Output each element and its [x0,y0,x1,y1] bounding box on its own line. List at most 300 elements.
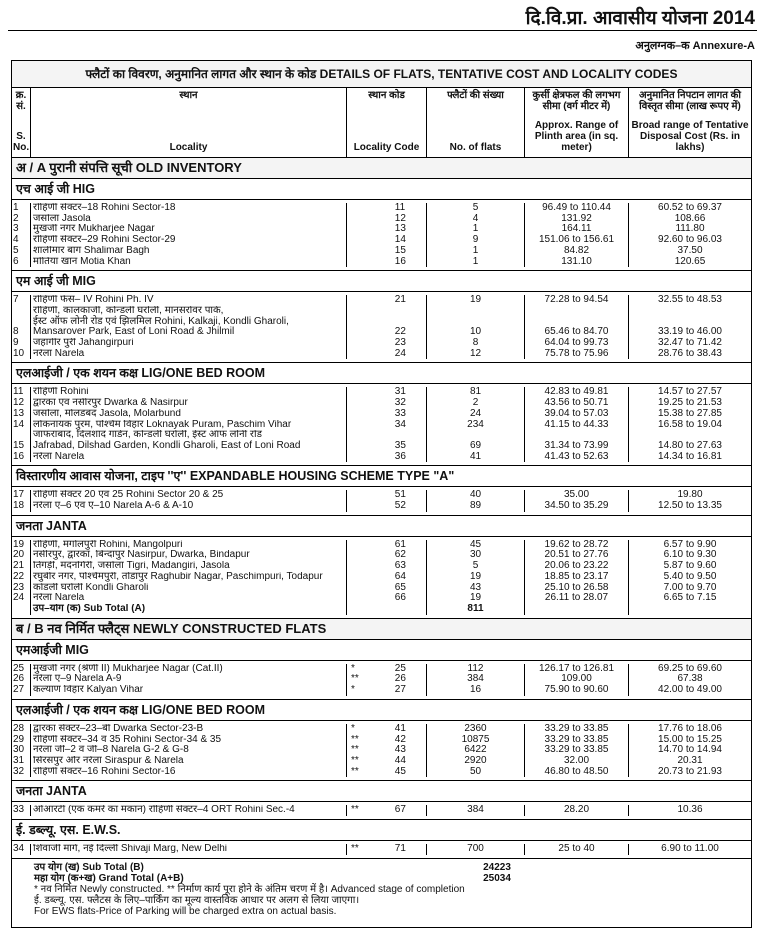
locality-code: 21 [394,295,406,306]
serial-number-cell [12,295,31,306]
flats-count-cell: 89 [427,501,525,512]
table-row [12,593,751,604]
disposal-cost-cell: 19.80 [677,490,703,501]
table-row [12,398,751,409]
column-headers [12,88,751,158]
plinth-area-cell: 32.00 [525,756,629,767]
serial-number-cell [12,767,31,778]
serial-number: 4 [13,235,19,246]
locality-cell [31,387,347,398]
locality-line: उप–योग (क) Sub Total (A) [33,603,146,614]
locality-code-cell [347,224,427,235]
locality-code-cell [347,767,427,778]
category-heading: एलआईजी / एक शयन कक्ष LIG/ONE BED ROOM [12,363,751,384]
serial-number: 23 [13,582,25,593]
plinth-area-cell: 31.34 to 73.99 [525,430,629,451]
serial-number: 32 [13,766,25,777]
table-row [12,306,751,338]
locality-cell [31,501,347,512]
serial-number-cell [12,203,31,214]
serial-number-cell [12,664,31,675]
locality-line: नरेला Narela [33,593,85,604]
locality-cell [31,452,347,463]
subtotal-row [12,604,751,615]
locality-cell [31,572,347,583]
table-row [12,430,751,451]
locality-cell [31,257,347,268]
locality-code-cell [347,387,427,398]
serial-number-cell [12,452,31,463]
disposal-cost-cell: 28.76 to 38.43 [658,348,722,359]
flats-count-cell: 384 [427,805,525,816]
locality-code: 52 [394,501,406,512]
table-row [12,685,751,696]
disposal-cost-cell [629,604,751,615]
locality-code-cell [347,295,427,306]
locality-code: 45 [394,766,406,777]
column-header-english: Approx. Range of Plinth area (in sq. meter) [534,120,619,153]
disposal-cost-cell: 14.80 to 27.63 [658,439,722,451]
locality-cell [31,844,347,855]
locality-cell [31,767,347,778]
flats-count-cell: 384 [427,674,525,685]
disposal-cost-cell: 32.47 to 71.42 [658,338,722,349]
flats-count-cell: 19 [427,572,525,583]
category-rows [12,487,751,515]
category-heading: एम आई जी MIG [12,271,751,292]
section-heading: अ / A पुरानी संपत्ति सूची OLD INVENTORY [12,158,751,179]
category-heading: एमआईजी MIG [12,640,751,661]
flats-count-cell: 811 [427,604,525,615]
plinth-area-cell: 25.10 to 26.58 [525,583,629,594]
disposal-cost-cell: 15.00 to 15.25 [658,734,722,745]
table-row [12,420,751,431]
column-header [31,88,347,158]
locality-cell [31,203,347,214]
table-row [12,767,751,778]
locality-cell [31,214,347,225]
plinth-area-cell: 39.04 to 57.03 [525,409,629,420]
locality-code-cell [347,735,427,746]
grand-total-row [12,862,751,873]
flats-count-cell: 40 [427,490,525,501]
construction-status-mark: * [351,723,355,734]
plinth-area-cell: 41.15 to 44.33 [525,420,629,431]
flats-count-cell: 2920 [427,756,525,767]
locality-line: ईस्ट ऑफ लोनी रोड एवं झिलमिल Rohini, Kalkaji, Kondli Gharoli, [33,315,289,327]
serial-number-cell [12,501,31,512]
locality-line: नरेला Narela [33,451,85,462]
locality-code: 25 [394,663,406,674]
plinth-area-cell: 34.50 to 35.29 [525,501,629,512]
plinth-area-cell: 19.62 to 28.72 [525,540,629,551]
locality-code-cell [347,685,427,696]
serial-number: 7 [13,295,19,306]
flats-count-cell: 1 [427,224,525,235]
table-row [12,756,751,767]
serial-number: 30 [13,745,25,756]
locality-cell [31,398,347,409]
locality-code-cell [347,409,427,420]
locality-line: नरेला जी–2 व जी–8 Narela G-2 & G-8 [33,745,189,756]
locality-cell [31,550,347,561]
total-value: 24223 [483,861,511,873]
category-rows [12,661,751,700]
locality-line: जाफराबाद, दिलशाद गार्डन, कोन्डली घरोली, ईस्ट ऑफ लोनी रोड [33,430,262,441]
table-row [12,338,751,349]
construction-status-mark: ** [351,844,359,855]
plinth-area-cell: 164.11 [525,224,629,235]
serial-number: 1 [13,203,19,213]
locality-cell [31,306,347,338]
locality-cell [31,674,347,685]
locality-cell [31,235,347,246]
flats-count-cell: 2 [427,398,525,409]
locality-cell [31,724,347,735]
serial-number: 15 [13,439,25,451]
locality-code: 41 [394,723,406,734]
table-body [12,158,751,859]
disposal-cost-cell: 120.65 [674,256,706,267]
table-row [12,224,751,235]
table-row [12,674,751,685]
serial-number-cell [12,805,31,816]
serial-number: 19 [13,539,25,550]
locality-line: Jafrabad, Dilshad Garden, Kondli Gharoli, East of Loni Road [33,439,301,451]
column-header-english: Locality [169,142,208,153]
table-row [12,452,751,463]
serial-number: 12 [13,398,25,409]
total-label: उप योग (ख) Sub Total (B) [34,861,144,873]
flats-count-cell: 45 [427,540,525,551]
locality-code-cell [347,452,427,463]
plinth-area-cell: 109.00 [525,674,629,685]
flats-count-cell: 5 [427,561,525,572]
plinth-area-cell: 72.28 to 94.54 [525,295,629,306]
locality-code-cell [347,540,427,551]
locality-code-cell [347,745,427,756]
category-heading: एलआईजी / एक शयन कक्ष LIG/ONE BED ROOM [12,700,751,721]
locality-code-cell [347,398,427,409]
serial-number: 3 [13,224,19,235]
locality-line: लोकनायक पुरम, पश्चिम विहार Loknayak Puram, Paschim Vihar [33,419,292,430]
table-row [12,409,751,420]
total-value: 25034 [483,872,511,884]
disposal-cost-cell: 14.34 to 16.81 [658,451,722,462]
serial-number-cell [12,257,31,268]
disposal-cost-cell: 6.10 to 9.30 [663,550,717,561]
flats-count-cell: 41 [427,452,525,463]
disposal-cost-cell: 6.90 to 11.00 [661,844,719,855]
flats-count-cell: 112 [427,664,525,675]
flats-count-cell: 10875 [427,735,525,746]
locality-line: शालीमार बाग Shalimar Bagh [33,245,150,256]
disposal-cost-cell: 12.50 to 13.35 [658,501,722,512]
disposal-cost-cell: 42.00 to 49.00 [658,685,722,696]
table-row [12,214,751,225]
construction-status-mark: ** [351,766,359,777]
locality-line: द्वारका एवं नसीरपुर Dwarka & Nasirpur [33,398,188,409]
serial-number: 5 [13,245,19,256]
column-header [525,88,629,158]
total-label: महा योग (क+ख) Grand Total (A+B) [34,872,184,884]
table-row [12,540,751,551]
disposal-cost-cell: 37.50 [677,245,703,256]
column-header-hindi: अनुमानित निपटान लागत की विस्तृत सीमा (लाख रूपए में) [639,90,741,112]
locality-code-cell [347,674,427,685]
footnote: ई. डब्ल्यू. एस. फ्लैटस के लिए–पार्किंग का मूल्य वास्तविक आधार पर अलग से लिया जाएगा। [34,894,360,906]
flats-count-cell: 81 [427,387,525,398]
table-row [12,745,751,756]
locality-code: 34 [394,419,406,430]
locality-code-cell [347,306,427,338]
flats-count-cell: 9 [427,235,525,246]
column-header [427,88,525,158]
category-heading: ई. डब्ल्यू. एस. E.W.S. [12,820,751,841]
column-header-hindi: कुर्सी क्षेत्रफल की लगभग सीमा (वर्ग मीटर में) [532,90,621,112]
category-rows [12,841,751,859]
serial-number-cell [12,756,31,767]
category-heading: जनता JANTA [12,516,751,537]
locality-cell [31,295,347,306]
locality-code-cell [347,257,427,268]
construction-status-mark: * [351,663,355,674]
column-header-english: Locality Code [353,142,420,153]
flats-table [11,60,752,928]
table-row [12,501,751,512]
serial-number: 9 [13,338,19,349]
serial-number: 17 [13,490,25,501]
plinth-area-cell: 20.51 to 27.76 [525,550,629,561]
serial-number-cell [12,844,31,855]
locality-cell [31,735,347,746]
serial-number: 16 [13,451,25,462]
locality-code: 33 [394,408,406,419]
serial-number-cell [12,674,31,685]
disposal-cost-cell: 14.57 to 27.57 [658,387,722,398]
disposal-cost-cell: 5.87 to 9.60 [663,561,717,572]
flats-count-cell: 234 [427,420,525,431]
category-rows [12,721,751,782]
locality-code-cell [347,203,427,214]
locality-code: 42 [394,734,406,745]
serial-number: 8 [13,326,19,338]
locality-line: रोहिणी, मंगोलपुरी Rohini, Mangolpuri [33,539,183,550]
category-rows [12,292,751,363]
locality-cell [31,224,347,235]
locality-line: रोहिणी सेक्टर–18 Rohini Sector-18 [33,203,176,213]
disposal-cost-cell: 33.19 to 46.00 [658,326,722,338]
serial-number-cell [12,490,31,501]
locality-line: नरेला ए–9 Narela A-9 [33,674,122,685]
table-row [12,246,751,257]
flats-count-cell: 30 [427,550,525,561]
disposal-cost-cell: 17.76 to 18.06 [658,723,722,734]
locality-code: 65 [394,582,406,593]
construction-status-mark: ** [351,734,359,745]
serial-number-cell [12,235,31,246]
locality-line: नरेला Narela [33,348,85,359]
flats-count-cell: 50 [427,767,525,778]
serial-number-cell [12,349,31,360]
footnote: * नव निर्मित Newly constructed. ** निर्माण कार्य पूरा होने के अंतिम चरण में है। Advanced stage of completion [34,883,465,895]
locality-line: नरेला ए–6 एवं ए–10 Narela A-6 & A-10 [33,501,194,512]
locality-line: रघुबीर नगर, पश्चिमपुरी, तोडापुर Raghubir Nagar, Paschimpuri, Todapur [33,571,323,582]
locality-code: 61 [394,539,406,550]
locality-code-cell [347,550,427,561]
flats-count-cell: 69 [427,430,525,451]
locality-cell [31,540,347,551]
locality-code-cell [347,664,427,675]
serial-number-cell [12,735,31,746]
table-row [12,664,751,675]
locality-code-cell [347,561,427,572]
serial-number-cell [12,224,31,235]
plinth-area-cell: 25 to 40 [525,844,629,855]
serial-number-cell [12,572,31,583]
disposal-cost-cell: 20.73 to 21.93 [658,766,722,777]
header-divider [8,30,757,31]
table-row [12,805,751,816]
serial-number-cell [12,214,31,225]
locality-code: 26 [394,674,406,685]
disposal-cost-cell: 60.52 to 69.37 [658,203,722,213]
locality-code-cell [347,430,427,451]
disposal-cost-cell: 14.70 to 14.94 [658,745,722,756]
serial-number-cell [12,724,31,735]
locality-line: रोहिणी सेक्टर–29 Rohini Sector-29 [33,235,176,246]
disposal-cost-cell: 108.66 [674,213,706,224]
serial-number: 18 [13,501,25,512]
locality-line: तिगड़ी, मदनगिरी, जसोला Tigri, Madangiri, Jasola [33,561,230,572]
serial-number-cell [12,409,31,420]
plinth-area-cell [525,604,629,615]
serial-number-cell [12,387,31,398]
serial-number-cell [12,550,31,561]
locality-cell [31,349,347,360]
locality-cell [31,583,347,594]
plinth-area-cell: 65.46 to 84.70 [525,306,629,338]
plinth-area-cell: 28.20 [525,805,629,816]
serial-number: 25 [13,663,25,674]
serial-number: 6 [13,256,19,267]
column-header-hindi: स्थान कोड [368,90,405,101]
flats-count-cell: 2360 [427,724,525,735]
locality-line: जसोला Jasola [33,213,91,224]
column-header [347,88,427,158]
category-heading: जनता JANTA [12,781,751,802]
serial-number-cell [12,593,31,604]
table-row [12,295,751,306]
serial-number: 20 [13,550,25,561]
flats-count-cell: 1 [427,257,525,268]
serial-number-cell [12,561,31,572]
plinth-area-cell: 33.29 to 33.85 [525,735,629,746]
locality-code: 22 [394,326,406,338]
locality-code-cell [347,593,427,604]
locality-code-cell [347,583,427,594]
disposal-cost-cell: 69.25 to 69.60 [658,663,722,674]
category-heading: एच आई जी HIG [12,179,751,200]
category-rows [12,384,751,466]
serial-number: 14 [13,419,25,430]
locality-code: 44 [394,755,406,766]
table-row [12,735,751,746]
locality-code-cell [347,349,427,360]
locality-cell [31,664,347,675]
locality-cell [31,745,347,756]
plinth-area-cell: 126.17 to 126.81 [525,664,629,675]
locality-line: रोहिणी, कालकाजी, कोन्डली घरोली, मानसरोवर पार्क, [33,305,224,316]
table-row [12,235,751,246]
serial-number: 28 [13,723,25,734]
locality-cell [31,805,347,816]
locality-cell [31,430,347,451]
disposal-cost-cell: 67.38 [677,674,703,685]
locality-line: शिवाजी मार्ग, नई दिल्ली Shivaji Marg, New Delhi [33,844,228,855]
locality-line: मोतिया खान Motia Khan [33,256,131,267]
serial-number: 27 [13,685,25,696]
plinth-area-cell: 18.85 to 23.17 [525,572,629,583]
serial-number-cell [12,306,31,338]
serial-number-cell [12,398,31,409]
disposal-cost-cell: 20.31 [677,755,703,766]
locality-code: 64 [394,571,406,582]
locality-code: 11 [394,203,406,213]
section-heading: ब / B नव निर्मित फ्लैट्स NEWLY CONSTRUCTED FLATS [12,619,751,640]
locality-line: रोहिणी सेक्टर–16 Rohini Sector-16 [33,766,176,777]
column-header-hindi: फ्लैटों की संख्या [447,90,504,101]
plinth-area-cell: 46.80 to 48.50 [525,767,629,778]
plinth-area-cell: 151.06 to 156.61 [525,235,629,246]
disposal-cost-cell: 10.36 [677,805,703,816]
flats-count-cell: 1 [427,246,525,257]
serial-number: 31 [13,755,25,766]
locality-code: 43 [394,745,406,756]
locality-code-cell [347,604,427,615]
column-header-hindi: स्थान [179,90,198,101]
locality-code-cell [347,756,427,767]
locality-code-cell [347,214,427,225]
locality-code-cell [347,420,427,431]
locality-code: 66 [394,593,406,604]
table-row [12,387,751,398]
plinth-area-cell: 42.83 to 49.81 [525,387,629,398]
plinth-area-cell: 43.56 to 50.71 [525,398,629,409]
disposal-cost-cell: 6.57 to 9.90 [663,539,717,550]
category-rows [12,200,751,271]
locality-code: 27 [394,685,406,696]
table-row [12,572,751,583]
locality-code-cell [347,235,427,246]
plinth-area-cell: 75.90 to 90.60 [525,685,629,696]
locality-line: नसीरपुर, द्वारका, बिन्दापुर Nasirpur, Dwarka, Bindapur [33,550,250,561]
flats-count-cell: 43 [427,583,525,594]
locality-code-cell [347,844,427,855]
serial-number: 2 [13,213,19,224]
category-heading: विस्तारणीय आवास योजना, टाइप ''ए'' EXPANDABLE HOUSING SCHEME TYPE "A" [12,466,751,487]
locality-cell [31,604,347,615]
locality-code-cell [347,246,427,257]
flats-count-cell: 10 [427,306,525,338]
column-header-english: Broad range of Tentative Disposal Cost (Rs. in lakhs) [631,120,749,153]
locality-cell [31,246,347,257]
flats-count-cell: 12 [427,349,525,360]
flats-count-cell: 6422 [427,745,525,756]
locality-code-cell [347,805,427,816]
column-header [629,88,751,158]
plinth-area-cell: 33.29 to 33.85 [525,745,629,756]
